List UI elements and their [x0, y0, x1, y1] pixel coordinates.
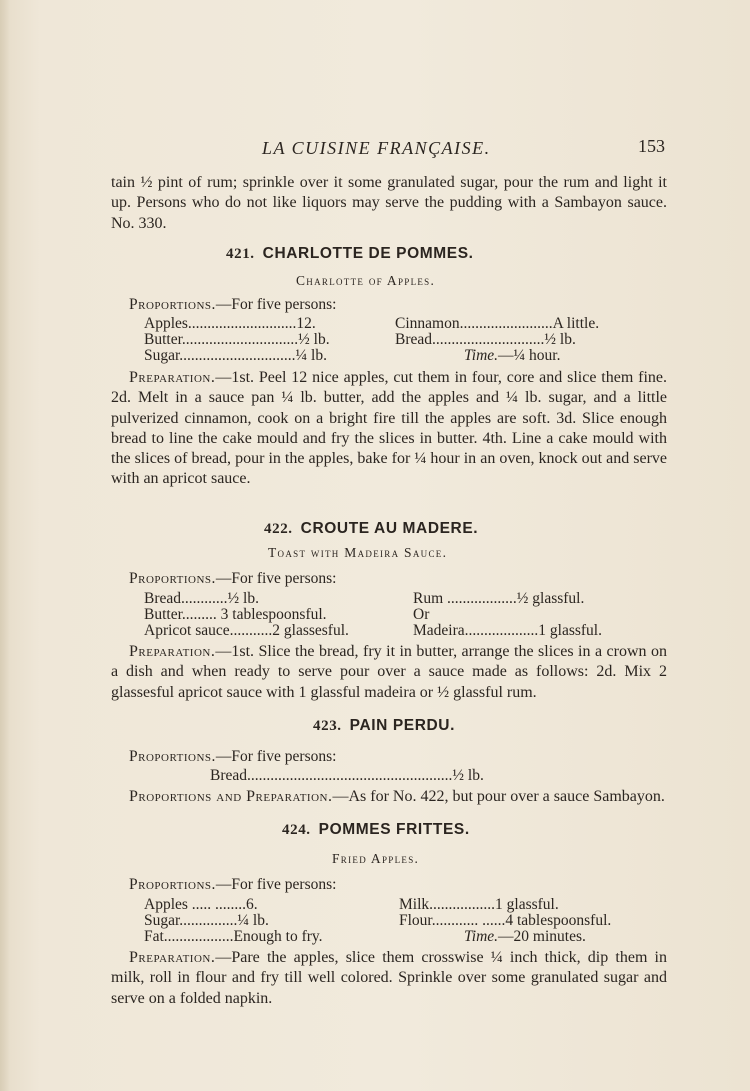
ingredient-line: Sugar..............................¼ lb.: [144, 347, 327, 364]
ingredient-line: Apricot sauce...........2 glassesful.: [144, 622, 349, 639]
recipe-heading-422: [264, 520, 478, 538]
time-value: —¼ hour.: [498, 347, 561, 364]
time-line: [464, 928, 586, 946]
proportions-label: Proportions.: [129, 876, 216, 893]
ingredient-line: Apples ..... ........6.: [144, 896, 258, 913]
recipe-title: PAIN PERDU.: [349, 717, 456, 734]
proportions-text: —For five persons:: [215, 876, 337, 893]
recipe-title: CHARLOTTE DE POMMES.: [262, 245, 474, 262]
page-edge-shadow: [0, 0, 10, 1091]
intro-paragraph: tain ½ pint of rum; sprinkle over it some granulated sugar, pour the rum and light it up. Persons who do not like liquors may serve the pudding with a Sambayon sauce. No. 330.: [111, 174, 667, 232]
proportions-text: —For five persons:: [215, 570, 337, 587]
preparation-label: Proportions and Preparation.: [129, 788, 333, 805]
recipe-subtitle: Fried Apples.: [332, 851, 420, 866]
ingredient-line: Bread.....................................................½ lb.: [210, 767, 484, 784]
proportions-text: —For five persons:: [215, 296, 337, 313]
preparation-text: —1st. Peel 12 nice apples, cut them in four, core and slice them fine. 2d. Melt in a sauce pan ¼ lb. butter, add the apples and ¼ lb. sugar, and a little pulverized cinnamon, cook on a bright fire till the apples are soft. 3d. Slice enough bread to line the cake mould and fry the slices in butter. 4th. Line a cake mould with the slices of bread, pour in the apples, bake for ¼ hour in an oven, knock out and serve with an apricot sauce.: [111, 369, 667, 488]
proportions-line: [129, 748, 336, 766]
time-value: —20 minutes.: [498, 928, 586, 945]
recipe-subtitle: Charlotte of Apples.: [296, 273, 436, 288]
ingredient-line: Cinnamon........................A little.: [395, 315, 600, 332]
recipe-subtitle: Toast with Madeira Sauce.: [268, 545, 448, 560]
proportions-label: Proportions.: [129, 570, 216, 587]
ingredient-line: Or: [413, 606, 430, 623]
running-title: LA CUISINE FRANÇAISE.: [262, 138, 491, 158]
ingredient-line: Sugar...............¼ lb.: [144, 912, 269, 929]
preparation-text: —1st. Slice the bread, fry it in butter, arrange the slices in a crown on a dish and when ready to serve pour over a sauce made as follows: 2d. Mix 2 glassesful apricot sauce with 1 glassful madeira or ½ glassful rum.: [111, 643, 667, 701]
proportions-line: [129, 876, 336, 894]
proportions-line: [129, 570, 336, 588]
recipe-number: 423.: [313, 718, 342, 734]
recipe-title: CROUTE AU MADERE.: [300, 520, 479, 537]
recipe-number: 421.: [226, 246, 255, 262]
time-label: Time.: [464, 928, 499, 945]
recipe-number: 422.: [264, 521, 293, 537]
preparation-paragraph: [111, 948, 667, 1009]
ingredient-line: Milk.................1 glassful.: [399, 896, 559, 913]
proportions-label: Proportions.: [129, 296, 216, 313]
preparation-text: —Pare the apples, slice them crosswise ¼ inch thick, dip them in milk, roll in flour and fry till well colored. Sprinkle over some granulated sugar and serve on a folded napkin.: [111, 949, 667, 1007]
ingredient-line: Butter..............................½ lb.: [144, 331, 330, 348]
preparation-paragraph: [111, 787, 667, 807]
ingredient-line: Butter......... 3 tablespoonsful.: [144, 606, 327, 623]
recipe-heading-421: [226, 245, 474, 263]
ingredient-line: Bread............½ lb.: [144, 590, 259, 607]
ingredient-line: Apples............................12.: [144, 315, 316, 332]
recipe-number: 424.: [282, 822, 311, 838]
recipe-heading-424: [282, 821, 470, 839]
proportions-label: Proportions.: [129, 748, 216, 765]
proportions-text: —For five persons:: [215, 748, 337, 765]
recipe-title: POMMES FRITTES.: [318, 821, 470, 838]
preparation-label: Preparation.: [129, 949, 216, 966]
time-line: [464, 347, 560, 365]
recipe-heading-423: [313, 717, 455, 735]
proportions-line: [129, 296, 336, 314]
page-number: 153: [638, 136, 665, 156]
preparation-paragraph: [111, 368, 667, 490]
ingredient-line: Fat..................Enough to fry.: [144, 928, 323, 945]
preparation-paragraph: [111, 642, 667, 703]
preparation-label: Preparation.: [129, 643, 216, 660]
ingredient-line: Madeira...................1 glassful.: [413, 622, 602, 639]
preparation-text: —As for No. 422, but pour over a sauce Sambayon.: [332, 788, 665, 805]
ingredient-line: Rum ..................½ glassful.: [413, 590, 585, 607]
time-label: Time.: [464, 347, 499, 364]
ingredient-line: Bread.............................½ lb.: [395, 331, 576, 348]
preparation-label: Preparation.: [129, 369, 216, 386]
ingredient-line: Flour............ ......4 tablespoonsful.: [399, 912, 612, 929]
